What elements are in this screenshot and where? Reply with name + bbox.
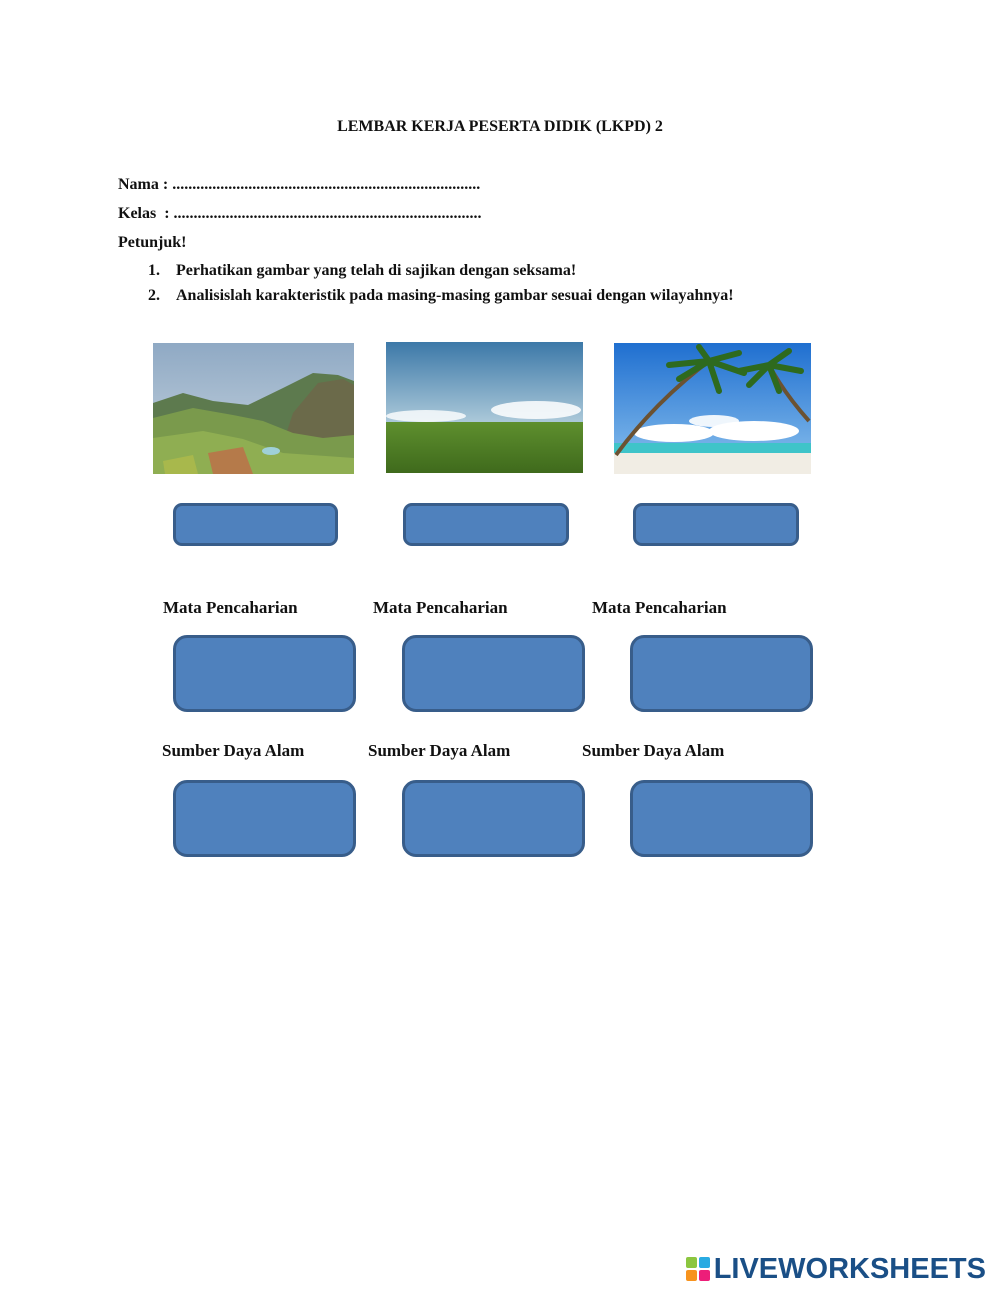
sumber-daya-alam-label-1: Sumber Daya Alam (162, 741, 305, 760)
instruction-number: 1. (148, 262, 160, 279)
grassland-plain-image (386, 342, 583, 473)
mata-pencaharian-label-3: Mata Pencaharian (592, 598, 727, 617)
liveworksheets-logo-icon (686, 1257, 710, 1281)
instruction-text: Perhatikan gambar yang telah di sajikan dengan seksama! (176, 262, 577, 279)
mata-pencaharian-label-1: Mata Pencaharian (163, 598, 298, 617)
tropical-beach-image (614, 343, 811, 474)
nama-field: Nama : ............................................................................. (118, 176, 481, 193)
sumber-daya-alam-answer-box-3[interactable] (630, 780, 813, 857)
kelas-field: Kelas : ............................................................................. (118, 205, 482, 222)
instruction-item (148, 262, 576, 280)
region-answer-box-2[interactable] (403, 503, 569, 546)
instruction-text: Analisislah karakteristik pada masing-masing gambar sesuai dengan wilayahnya! (176, 287, 734, 304)
liveworksheets-logo (686, 1252, 986, 1286)
liveworksheets-brand-text: LIVEWORKSHEETS (713, 1252, 986, 1285)
mata-pencaharian-answer-box-3[interactable] (630, 635, 813, 712)
region-answer-box-1[interactable] (173, 503, 338, 546)
mata-pencaharian-answer-box-1[interactable] (173, 635, 356, 712)
sumber-daya-alam-answer-box-2[interactable] (402, 780, 585, 857)
instruction-number: 2. (148, 287, 160, 304)
sumber-daya-alam-label-2: Sumber Daya Alam (368, 741, 511, 760)
petunjuk-heading: Petunjuk! (118, 234, 187, 251)
sumber-daya-alam-label-3: Sumber Daya Alam (582, 741, 725, 760)
mata-pencaharian-answer-box-2[interactable] (402, 635, 585, 712)
instruction-item (148, 287, 734, 305)
sumber-daya-alam-answer-box-1[interactable] (173, 780, 356, 857)
mata-pencaharian-label-2: Mata Pencaharian (373, 598, 508, 617)
mountain-landscape-image (153, 343, 354, 474)
worksheet-title: LEMBAR KERJA PESERTA DIDIK (LKPD) 2 (337, 118, 663, 135)
region-answer-box-3[interactable] (633, 503, 799, 546)
